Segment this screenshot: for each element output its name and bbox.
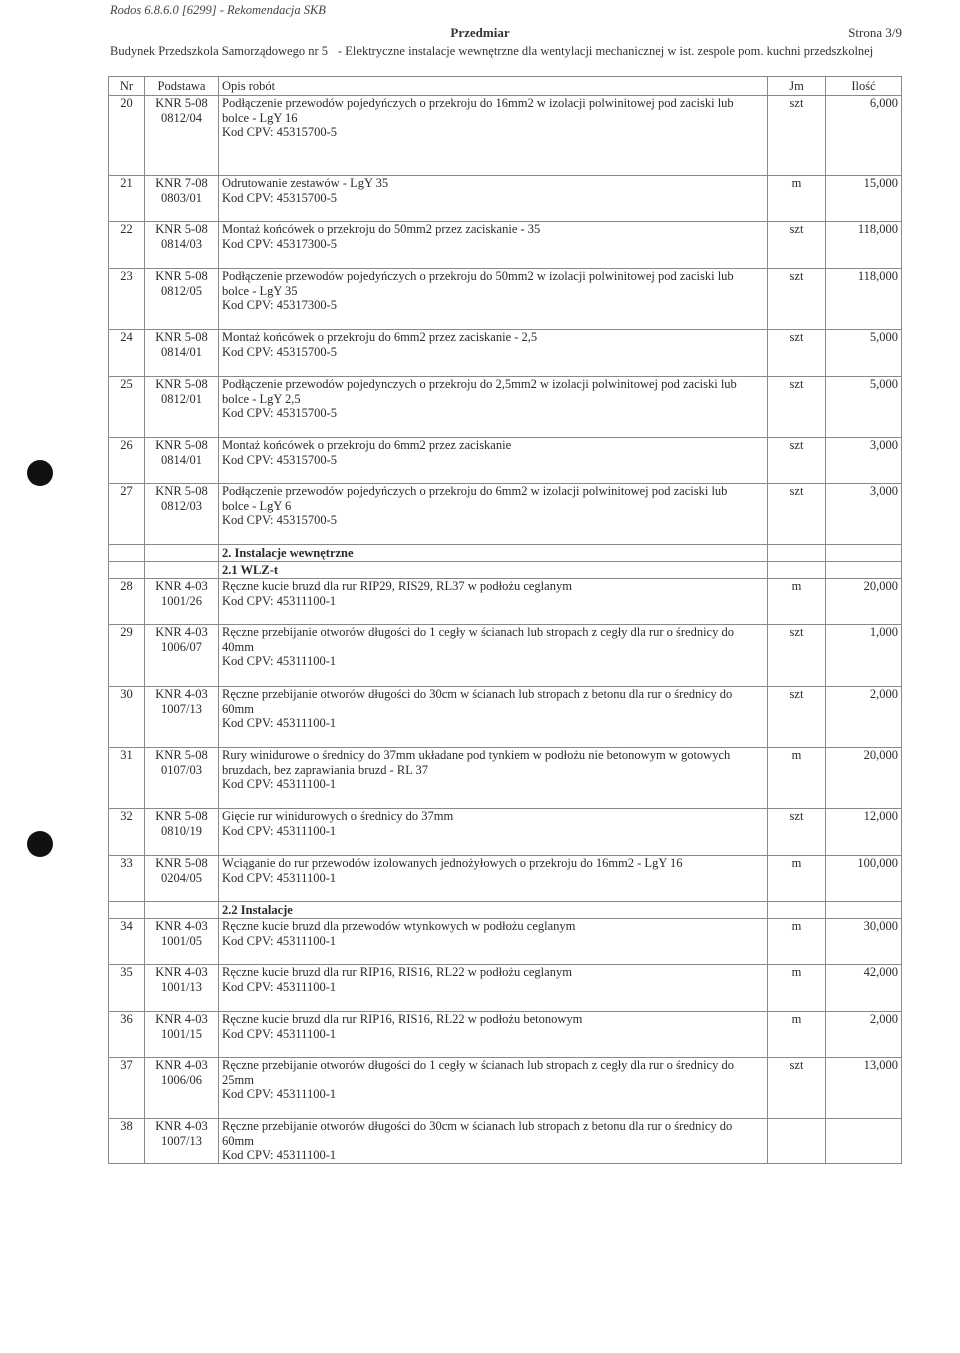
cell-podstawa: [145, 176, 219, 222]
cell-opis: [219, 1058, 768, 1119]
cell-jm: szt: [768, 625, 826, 687]
cell-podstawa: [145, 1058, 219, 1119]
table-row: [109, 96, 902, 176]
cell-opis: [219, 222, 768, 269]
cell-opis: [219, 438, 768, 484]
cell-ilosc: 6,000: [826, 96, 902, 176]
cell-nr: 31: [109, 748, 145, 809]
podstawa-line: KNR 5-08: [155, 96, 208, 110]
cell-opis: [219, 687, 768, 748]
cell-ilosc: 118,000: [826, 222, 902, 269]
opis-line: 2.2 Instalacje: [222, 903, 293, 917]
opis-line: Ręczne kucie bruzd dla rur RIP16, RIS16, RL22 w podłożu ceglanym: [222, 965, 572, 979]
opis-line: Montaż końcówek o przekroju do 50mm2 przez zaciskanie - 35: [222, 222, 541, 236]
opis-line: Kod CPV: 45311100-1: [222, 716, 337, 731]
cell-nr: 25: [109, 377, 145, 438]
cell-nr: 22: [109, 222, 145, 269]
cell-podstawa: [145, 687, 219, 748]
opis-line: Kod CPV: 45311100-1: [222, 593, 337, 608]
punch-hole: [27, 831, 53, 857]
cell-jm: szt: [768, 330, 826, 377]
podstawa-line: KNR 5-08: [155, 484, 208, 498]
bill-of-quantities-table: [108, 76, 902, 1164]
section-row: [109, 545, 902, 562]
document-subtitle: [110, 44, 880, 59]
opis-line: Kod CPV: 45311100-1: [222, 1087, 337, 1102]
cell-ilosc: 3,000: [826, 484, 902, 545]
cell-jm: m: [768, 176, 826, 222]
podstawa-line: KNR 5-08: [155, 330, 208, 344]
podstawa-line: KNR 4-03: [155, 965, 208, 979]
cell-opis: [219, 176, 768, 222]
opis-line: bolce - LgY 16: [222, 110, 298, 125]
table-row: [109, 176, 902, 222]
scope-description: - Elektryczne instalacje wewnętrzne dla wentylacji mechanicznej w ist. zespole pom. kuchni przedszkolnej: [338, 44, 874, 58]
cell-jm: szt: [768, 1058, 826, 1119]
opis-line: Ręczne kucie bruzd dla przewodów wtynkowych w podłożu ceglanym: [222, 919, 576, 933]
cell-jm: [768, 1119, 826, 1164]
cell-opis: [219, 902, 768, 919]
cell-ilosc: 20,000: [826, 748, 902, 809]
cell-podstawa: [145, 902, 219, 919]
cell-podstawa: [145, 856, 219, 902]
podstawa-line: KNR 4-03: [155, 1119, 208, 1133]
podstawa-line: 1001/13: [161, 979, 202, 994]
opis-line: Ręczne przebijanie otworów długości do 30cm w ścianach lub stropach z betonu dla rur o średnicy do: [222, 1119, 733, 1133]
cell-nr: 26: [109, 438, 145, 484]
podstawa-line: KNR 4-03: [155, 919, 208, 933]
cell-nr: 24: [109, 330, 145, 377]
opis-line: bolce - LgY 6: [222, 498, 292, 513]
podstawa-line: 1007/13: [161, 1133, 202, 1148]
table-row: [109, 748, 902, 809]
column-header-opis: Opis robót: [219, 77, 768, 96]
cell-nr: 21: [109, 176, 145, 222]
opis-line: Ręczne kucie bruzd dla rur RIP16, RIS16, RL22 w podłożu betonowym: [222, 1012, 583, 1026]
cell-ilosc: 30,000: [826, 919, 902, 965]
opis-line: 40mm: [222, 639, 254, 654]
cell-jm: [768, 562, 826, 579]
opis-line: 2.1 WLZ-t: [222, 563, 279, 577]
opis-line: Montaż końcówek o przekroju do 6mm2 przez zaciskanie - 2,5: [222, 330, 538, 344]
table-row: [109, 919, 902, 965]
podstawa-line: 0812/01: [161, 391, 202, 406]
cell-opis: [219, 1119, 768, 1164]
table-row: [109, 856, 902, 902]
table-row: [109, 809, 902, 856]
opis-line: Podłączenie przewodów pojedyńczych o przekroju do 6mm2 w izolacji polwinitowej pod zaciski lub: [222, 484, 728, 498]
cell-ilosc: [826, 1119, 902, 1164]
podstawa-line: 1006/06: [161, 1072, 202, 1087]
opis-line: Ręczne kucie bruzd dla rur RIP29, RIS29, RL37 w podłożu ceglanym: [222, 579, 572, 593]
cell-ilosc: 3,000: [826, 438, 902, 484]
opis-line: Kod CPV: 45315700-5: [222, 452, 338, 467]
cell-jm: szt: [768, 377, 826, 438]
opis-line: 60mm: [222, 1133, 254, 1148]
cell-ilosc: 118,000: [826, 269, 902, 330]
opis-line: Kod CPV: 45311100-1: [222, 1148, 337, 1163]
cell-opis: [219, 625, 768, 687]
cell-ilosc: 12,000: [826, 809, 902, 856]
podstawa-line: 0812/05: [161, 283, 202, 298]
cell-jm: m: [768, 1012, 826, 1058]
cell-jm: szt: [768, 438, 826, 484]
cell-opis: [219, 748, 768, 809]
opis-line: Kod CPV: 45317300-5: [222, 236, 338, 251]
cell-nr: [109, 902, 145, 919]
section-row: [109, 562, 902, 579]
cell-nr: [109, 545, 145, 562]
table-row: [109, 222, 902, 269]
cell-jm: m: [768, 856, 826, 902]
cell-opis: [219, 330, 768, 377]
cell-nr: [109, 562, 145, 579]
cell-podstawa: [145, 1119, 219, 1164]
podstawa-line: KNR 4-03: [155, 1012, 208, 1026]
podstawa-line: 0810/19: [161, 823, 202, 838]
table-row: [109, 687, 902, 748]
opis-line: Montaż końcówek o przekroju do 6mm2 przez zaciskanie: [222, 438, 512, 452]
opis-line: bolce - LgY 2,5: [222, 391, 301, 406]
opis-line: 25mm: [222, 1072, 254, 1087]
cell-opis: [219, 96, 768, 176]
opis-line: Odrutowanie zestawów - LgY 35: [222, 176, 389, 190]
podstawa-line: 1001/05: [161, 933, 202, 948]
cell-nr: 23: [109, 269, 145, 330]
cell-nr: 35: [109, 965, 145, 1012]
cell-ilosc: 42,000: [826, 965, 902, 1012]
cell-podstawa: [145, 562, 219, 579]
opis-line: 60mm: [222, 701, 254, 716]
table-row: [109, 269, 902, 330]
opis-line: Kod CPV: 45315700-5: [222, 406, 338, 421]
cell-ilosc: [826, 562, 902, 579]
cell-opis: [219, 919, 768, 965]
opis-line: Rury winidurowe o średnicy do 37mm układane pod tynkiem w podłożu nie betonowym w gotowych: [222, 748, 731, 762]
cell-podstawa: [145, 545, 219, 562]
opis-line: Kod CPV: 45315700-5: [222, 125, 338, 140]
column-header-podstawa: Podstawa: [145, 77, 219, 96]
cell-opis: [219, 562, 768, 579]
column-header-nr: Nr: [109, 77, 145, 96]
cell-nr: 28: [109, 579, 145, 625]
cell-opis: [219, 579, 768, 625]
column-header-ilosc: Ilość: [826, 77, 902, 96]
podstawa-line: 0803/01: [161, 190, 202, 205]
cell-nr: 30: [109, 687, 145, 748]
cell-podstawa: [145, 484, 219, 545]
cell-opis: [219, 269, 768, 330]
cell-jm: m: [768, 965, 826, 1012]
podstawa-line: KNR 5-08: [155, 748, 208, 762]
podstawa-line: 0107/03: [161, 762, 202, 777]
cell-opis: [219, 377, 768, 438]
podstawa-line: KNR 5-08: [155, 809, 208, 823]
podstawa-line: 1006/07: [161, 639, 202, 654]
podstawa-line: 0204/05: [161, 870, 202, 885]
cell-nr: 20: [109, 96, 145, 176]
podstawa-line: KNR 5-08: [155, 856, 208, 870]
cell-opis: [219, 1012, 768, 1058]
podstawa-line: KNR 5-08: [155, 377, 208, 391]
opis-line: Ręczne przebijanie otworów długości do 1 cegły w ścianach lub stropach z cegły dla rur o średnicy do: [222, 625, 734, 639]
cell-podstawa: [145, 330, 219, 377]
opis-line: Kod CPV: 45315700-5: [222, 513, 338, 528]
page-number: Strona 3/9: [848, 25, 902, 40]
opis-line: Kod CPV: 45311100-1: [222, 979, 337, 994]
table-row: [109, 1012, 902, 1058]
cell-podstawa: [145, 1012, 219, 1058]
cell-ilosc: 100,000: [826, 856, 902, 902]
cell-jm: m: [768, 579, 826, 625]
podstawa-line: 0814/01: [161, 452, 202, 467]
podstawa-line: 1007/13: [161, 701, 202, 716]
opis-line: Ręczne przebijanie otworów długości do 1 cegły w ścianach lub stropach z cegły dla rur o średnicy do: [222, 1058, 734, 1072]
table-body: [109, 96, 902, 1164]
cell-nr: 29: [109, 625, 145, 687]
opis-line: Ręczne przebijanie otworów długości do 30cm w ścianach lub stropach z betonu dla rur o średnicy do: [222, 687, 733, 701]
cell-ilosc: 5,000: [826, 377, 902, 438]
podstawa-line: 0814/01: [161, 344, 202, 359]
section-row: [109, 902, 902, 919]
cell-nr: 37: [109, 1058, 145, 1119]
cell-ilosc: 13,000: [826, 1058, 902, 1119]
cell-podstawa: [145, 625, 219, 687]
cell-podstawa: [145, 748, 219, 809]
opis-line: Kod CPV: 45311100-1: [222, 823, 337, 838]
opis-line: Kod CPV: 45317300-5: [222, 298, 338, 313]
podstawa-line: KNR 5-08: [155, 269, 208, 283]
podstawa-line: KNR 4-03: [155, 579, 208, 593]
cell-ilosc: 2,000: [826, 687, 902, 748]
table-row: [109, 965, 902, 1012]
cell-ilosc: 2,000: [826, 1012, 902, 1058]
podstawa-line: KNR 4-03: [155, 625, 208, 639]
table-row: [109, 1119, 902, 1164]
opis-line: Kod CPV: 45315700-5: [222, 190, 338, 205]
cell-podstawa: [145, 438, 219, 484]
opis-line: Podłączenie przewodów pojedynczych o przekroju do 2,5mm2 w izolacji polwinitowej pod zaciski lub: [222, 377, 737, 391]
opis-line: bruzdach, bez zaprawiania bruzd - RL 37: [222, 762, 429, 777]
cell-jm: [768, 902, 826, 919]
opis-line: Podłączenie przewodów pojedyńczych o przekroju do 16mm2 w izolacji polwinitowej pod zaciski lub: [222, 96, 734, 110]
table-row: [109, 579, 902, 625]
cell-jm: szt: [768, 269, 826, 330]
podstawa-line: 0812/04: [161, 110, 202, 125]
cell-jm: szt: [768, 96, 826, 176]
cell-nr: 32: [109, 809, 145, 856]
cell-opis: [219, 965, 768, 1012]
podstawa-line: KNR 5-08: [155, 438, 208, 452]
cell-ilosc: [826, 902, 902, 919]
cell-nr: 38: [109, 1119, 145, 1164]
podstawa-line: KNR 4-03: [155, 687, 208, 701]
cell-opis: [219, 484, 768, 545]
table-row: [109, 625, 902, 687]
podstawa-line: KNR 5-08: [155, 222, 208, 236]
table-row: [109, 377, 902, 438]
cell-jm: szt: [768, 484, 826, 545]
podstawa-line: KNR 4-03: [155, 1058, 208, 1072]
podstawa-line: 1001/26: [161, 593, 202, 608]
cell-ilosc: 5,000: [826, 330, 902, 377]
column-header-jm: Jm: [768, 77, 826, 96]
cell-opis: [219, 545, 768, 562]
opis-line: Kod CPV: 45311100-1: [222, 933, 337, 948]
cell-opis: [219, 856, 768, 902]
opis-line: Podłączenie przewodów pojedyńczych o przekroju do 50mm2 w izolacji polwinitowej pod zaciski lub: [222, 269, 734, 283]
cell-ilosc: 20,000: [826, 579, 902, 625]
opis-line: bolce - LgY 35: [222, 283, 298, 298]
punch-hole: [27, 460, 53, 486]
opis-line: Wciąganie do rur przewodów izolowanych jednożyłowych o przekroju do 16mm2 - LgY 16: [222, 856, 683, 870]
podstawa-line: 1001/15: [161, 1026, 202, 1041]
opis-line: Kod CPV: 45311100-1: [222, 870, 337, 885]
opis-line: Kod CPV: 45315700-5: [222, 344, 338, 359]
cell-ilosc: 1,000: [826, 625, 902, 687]
opis-line: Kod CPV: 45311100-1: [222, 777, 337, 792]
opis-line: Gięcie rur winidurowych o średnicy do 37mm: [222, 809, 454, 823]
cell-jm: szt: [768, 687, 826, 748]
cell-podstawa: [145, 579, 219, 625]
cell-jm: szt: [768, 222, 826, 269]
table-header-row: [109, 77, 902, 96]
table-row: [109, 1058, 902, 1119]
podstawa-line: 0814/03: [161, 236, 202, 251]
cell-jm: m: [768, 748, 826, 809]
cell-nr: 34: [109, 919, 145, 965]
cell-podstawa: [145, 377, 219, 438]
cell-podstawa: [145, 222, 219, 269]
document-title: Przedmiar: [450, 25, 510, 40]
cell-podstawa: [145, 919, 219, 965]
cell-opis: [219, 809, 768, 856]
cell-ilosc: 15,000: [826, 176, 902, 222]
cell-podstawa: [145, 96, 219, 176]
cell-podstawa: [145, 269, 219, 330]
cell-ilosc: [826, 545, 902, 562]
opis-line: Kod CPV: 45311100-1: [222, 1026, 337, 1041]
cell-nr: 33: [109, 856, 145, 902]
software-header: Rodos 6.8.6.0 [6299] - Rekomendacja SKB: [110, 3, 326, 17]
cell-jm: [768, 545, 826, 562]
table-row: [109, 438, 902, 484]
opis-line: Kod CPV: 45311100-1: [222, 654, 337, 669]
cell-podstawa: [145, 809, 219, 856]
cell-jm: szt: [768, 809, 826, 856]
table-row: [109, 330, 902, 377]
table-row: [109, 484, 902, 545]
podstawa-line: 0812/03: [161, 498, 202, 513]
podstawa-line: KNR 7-08: [155, 176, 208, 190]
cell-nr: 36: [109, 1012, 145, 1058]
opis-line: 2. Instalacje wewnętrzne: [222, 546, 354, 560]
building-name: Budynek Przedszkola Samorządowego nr 5: [110, 44, 328, 58]
cell-podstawa: [145, 965, 219, 1012]
cell-jm: m: [768, 919, 826, 965]
cell-nr: 27: [109, 484, 145, 545]
